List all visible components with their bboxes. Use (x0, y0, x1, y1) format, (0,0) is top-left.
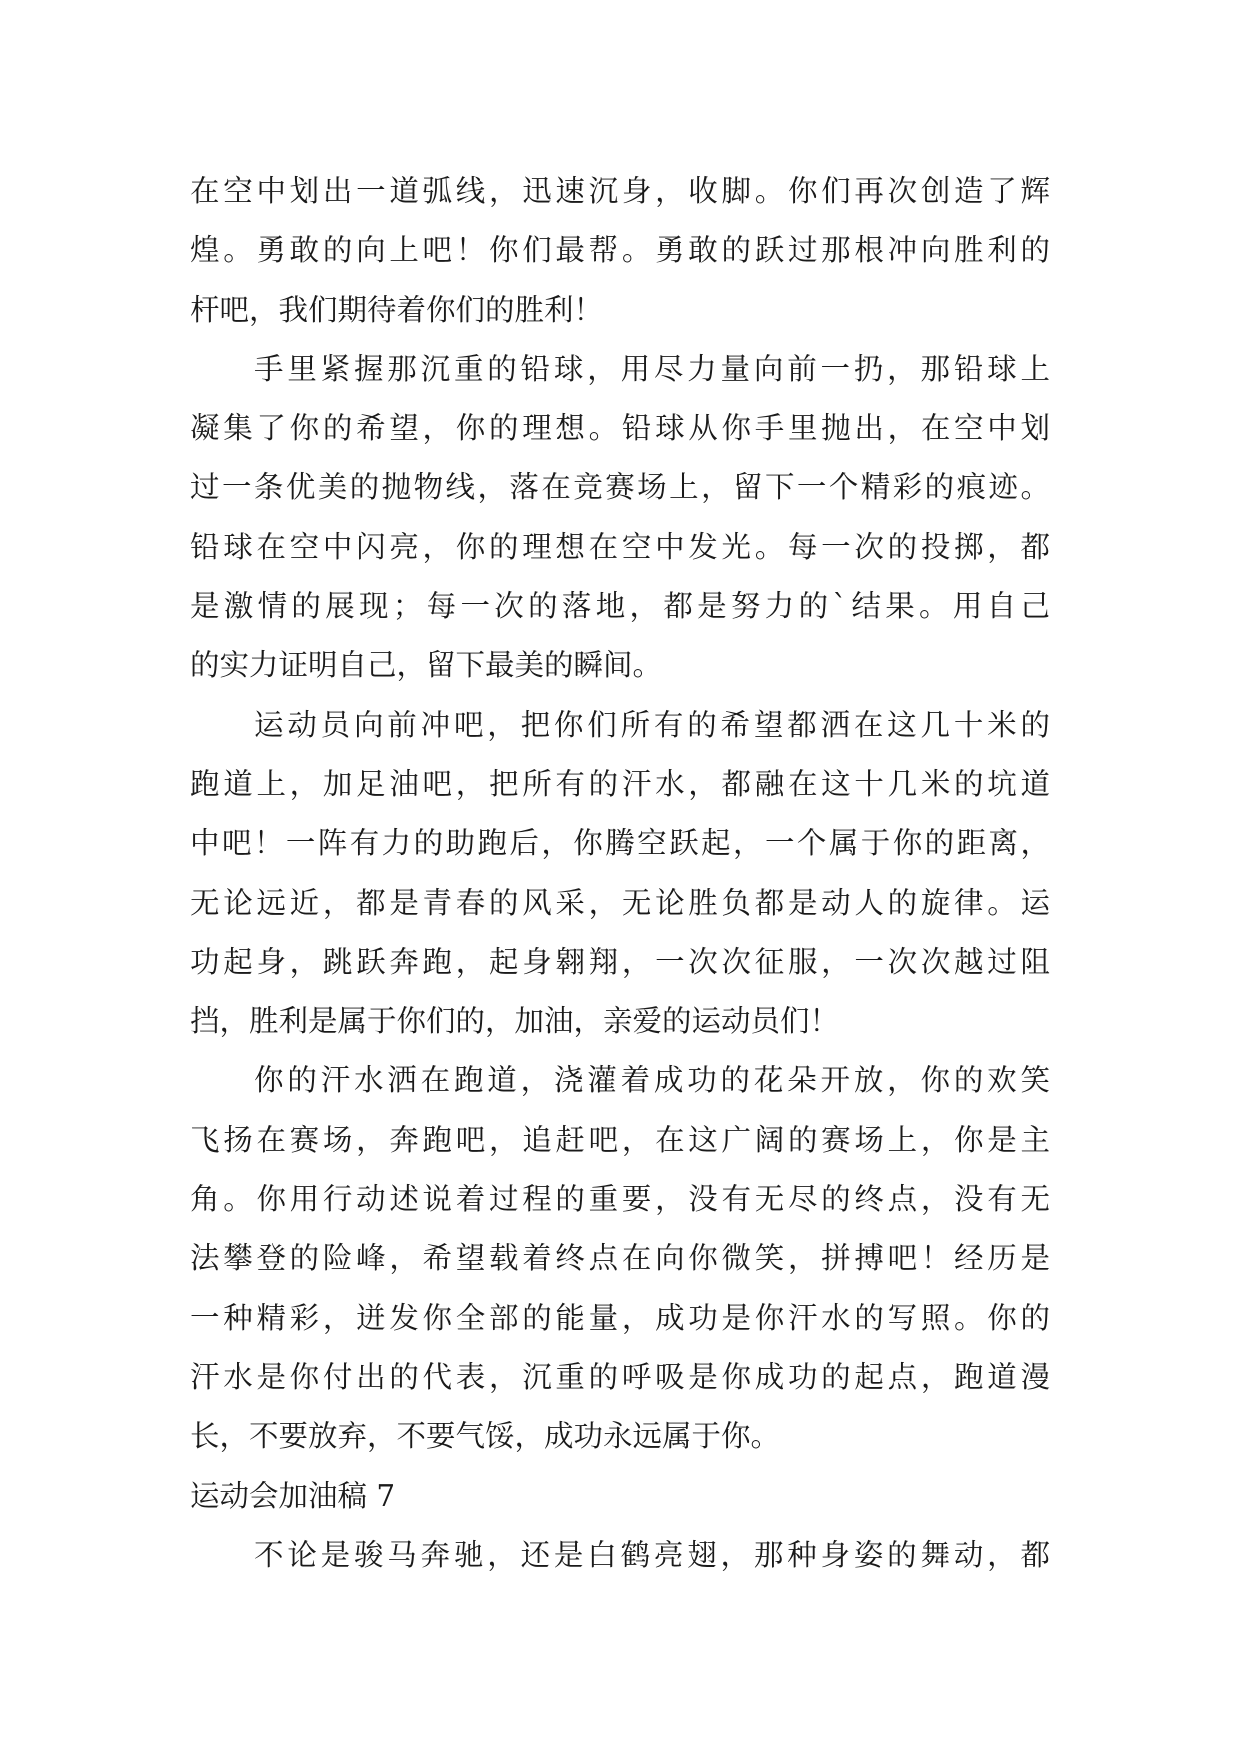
text-line: 你的汗水洒在跑道，浇灌着成功的花朵开放，你的欢笑 (254, 1063, 1050, 1098)
paragraph (190, 696, 1050, 1052)
text-line: 在空中划出一道弧线，迅速沉身，收脚。你们再次创造了辉 (190, 174, 1050, 208)
text-line: 角。你用行动述说着过程的重要，没有无尽的终点，没有无 (190, 1182, 1050, 1217)
text-line: 手里紧握那沉重的铅球，用尽力量向前一扔，那铅球上 (254, 351, 1050, 386)
text-line: 的实力证明自己，留下最美的瞬间。 (190, 648, 663, 683)
text-line: 一种精彩，迸发你全部的能量，成功是你汗水的写照。你的 (190, 1300, 1050, 1335)
section-heading: 运动会加油稿 7 (190, 1478, 396, 1513)
text-line: 法攀登的险峰，希望载着终点在向你微笑，拼搏吧！经历是 (190, 1241, 1050, 1276)
text-line: 无论远近，都是青春的风采，无论胜负都是动人的旋律。运 (190, 885, 1050, 920)
paragraph (190, 1526, 1050, 1585)
text-line: 跑道上，加足油吧，把所有的汗水，都融在这十几米的坑道 (190, 766, 1050, 801)
paragraph (190, 340, 1050, 696)
text-line: 长，不要放弃，不要气馁，成功永远属于你。 (190, 1419, 781, 1454)
paragraph (190, 1051, 1050, 1466)
text-line: 功起身，跳跃奔跑，起身翱翔，一次次征服，一次次越过阻 (190, 944, 1050, 979)
text-line: 铅球在空中闪亮，你的理想在空中发光。每一次的投掷，都 (190, 529, 1050, 564)
text-line: 凝集了你的希望，你的理想。铅球从你手里抛出，在空中划 (190, 411, 1050, 446)
text-line: 是激情的展现；每一次的落地，都是努力的`结果。用自己 (190, 589, 1050, 624)
text-line: 杆吧，我们期待着你们的胜利！ (190, 292, 604, 327)
text-line: 挡，胜利是属于你们的，加油，亲爱的运动员们！ (190, 1004, 840, 1039)
document-body (190, 162, 1050, 1585)
text-line: 汗水是你付出的代表，沉重的呼吸是你成功的起点，跑道漫 (190, 1359, 1050, 1394)
text-line: 煌。勇敢的向上吧！你们最帮。勇敢的跃过那根冲向胜利的 (190, 233, 1050, 268)
text-line: 不论是骏马奔驰，还是白鹤亮翅，那种身姿的舞动，都 (254, 1537, 1050, 1572)
paragraph (190, 162, 1050, 340)
text-line: 中吧！一阵有力的助跑后，你腾空跃起，一个属于你的距离， (190, 826, 1050, 861)
text-line: 过一条优美的抛物线，落在竞赛场上，留下一个精彩的痕迹。 (190, 470, 1050, 505)
text-line: 飞扬在赛场，奔跑吧，追赶吧，在这广阔的赛场上，你是主 (190, 1122, 1050, 1157)
text-line: 运动员向前冲吧，把你们所有的希望都洒在这几十米的 (254, 707, 1050, 742)
